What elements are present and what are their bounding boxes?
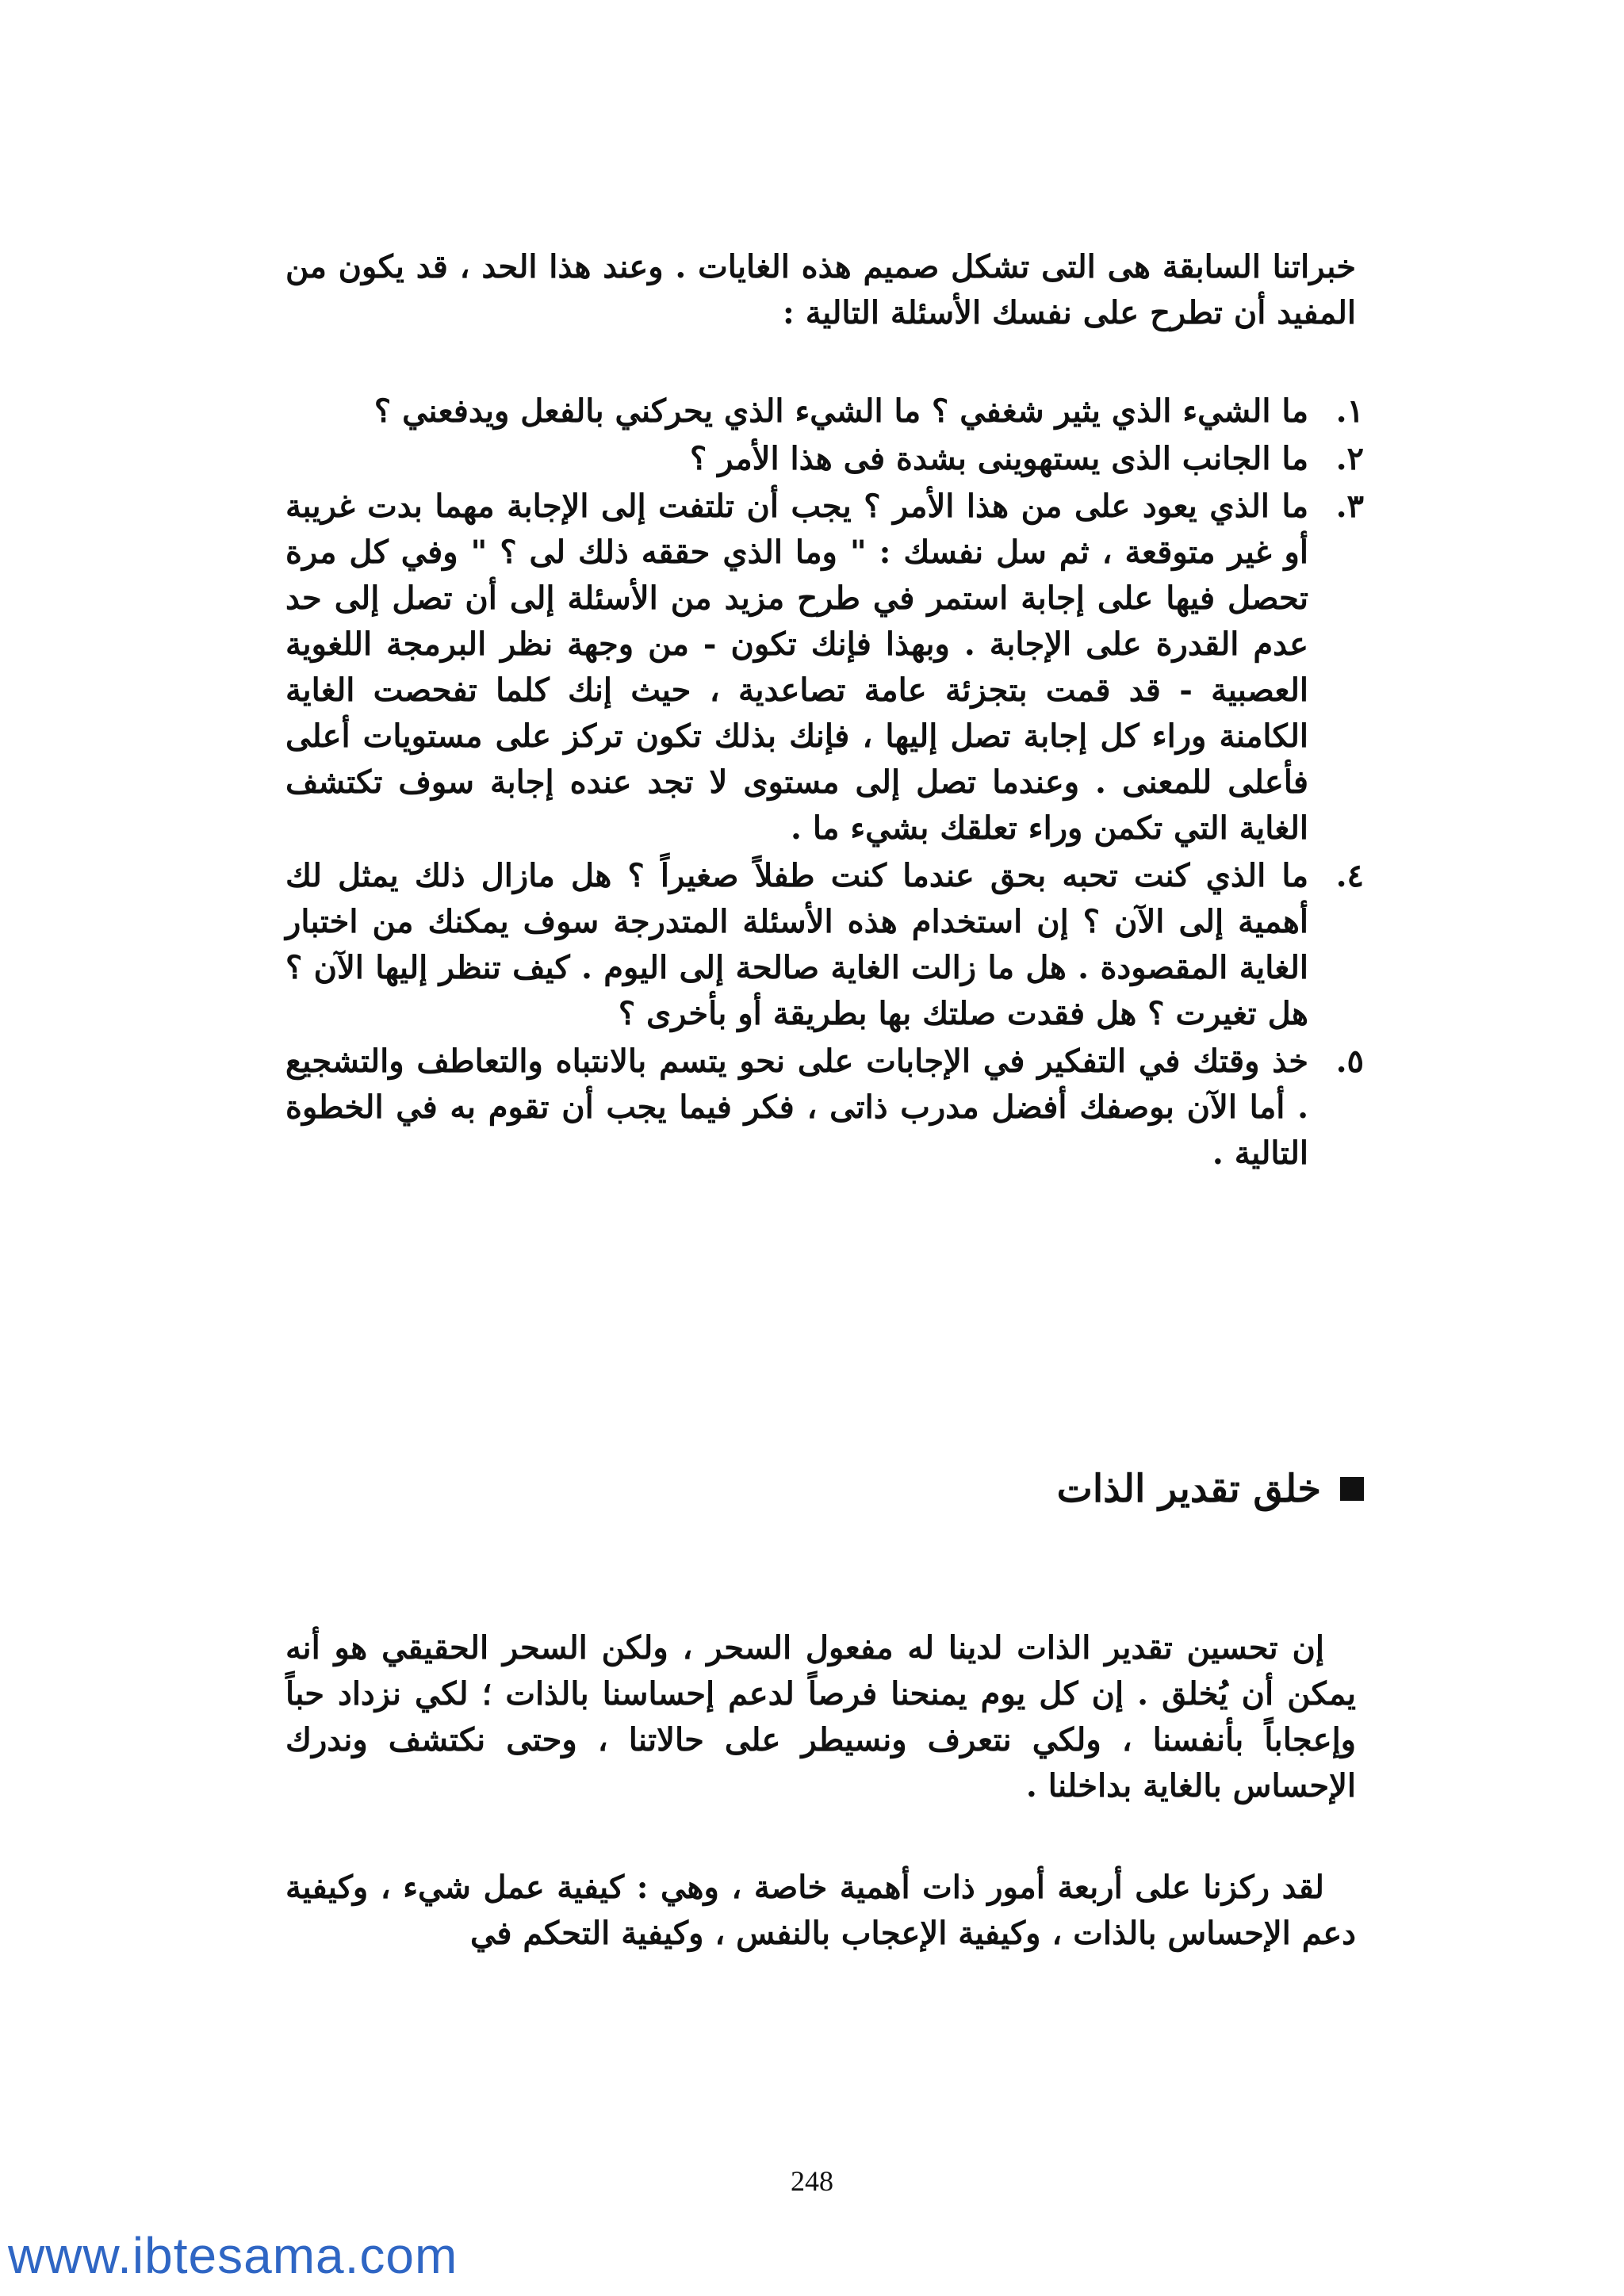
list-item bbox=[285, 388, 1364, 434]
list-number: ٥. bbox=[1335, 1043, 1364, 1080]
section-heading-text: خلق تقدير الذات bbox=[1056, 1467, 1321, 1511]
list-number: ٤. bbox=[1335, 857, 1364, 894]
square-bullet-icon bbox=[1340, 1477, 1364, 1501]
list-number: ١. bbox=[1335, 392, 1364, 430]
list-item-text: ما الذي كنت تحبه بحق عندما كنت طفلاً صغيراً ؟ هل مازال ذلك يمثل لك أهمية إلى الآن ؟ إن استخدام هذه الأسئلة المتدرجة سوف يمكنك من اختبار الغاية المقصودة . هل ما زالت الغاية صالحة إلى اليوم . كيف تنظر إليها الآن ؟ هل تغيرت ؟ هل فقدت صلتك بها بطريقة أو بأخرى ؟ bbox=[285, 857, 1308, 1032]
page-number: 248 bbox=[791, 2165, 833, 2197]
list-number: ٢. bbox=[1335, 440, 1364, 477]
list-item-text: ما الجانب الذى يستهوينى بشدة فى هذا الأمر ؟ bbox=[690, 440, 1308, 477]
list-item bbox=[285, 853, 1364, 1037]
list-item bbox=[285, 436, 1364, 482]
body-paragraph-2: لقد ركزنا على أربعة أمور ذات أهمية خاصة ، وهي : كيفية عمل شيء ، وكيفية دعم الإحساس بالذات ، وكيفية الإعجاب بالنفس ، وكيفية التحكم في bbox=[285, 1869, 1356, 1952]
list-number: ٣. bbox=[1335, 488, 1364, 525]
list-item-text: خذ وقتك في التفكير في الإجابات على نحو يتسم بالانتباه والتعاطف والتشجيع . أما الآن بوصفك أفضل مدرب ذاتى ، فكر فيما يجب أن تقوم به في الخطوة التالية . bbox=[285, 1043, 1308, 1172]
section-heading bbox=[872, 1467, 1364, 1511]
list-item-text: ما الذي يعود على من هذا الأمر ؟ يجب أن تلتفت إلى الإجابة مهما بدت غريبة أو غير متوقعة ، ثم سل نفسك : " وما الذي حققه ذلك لى ؟ " وفي كل مرة تحصل فيها على إجابة استمر في طرح مزيد من الأسئلة إلى أن تصل إلى حد عدم القدرة على الإجابة . وبهذا فإنك تكون - من وجهة نظر البرمجة اللغوية العصبية - قد قمت بتجزئة عامة تصاعدية ، حيث إنك كلما تفحصت الغاية الكامنة وراء كل إجابة تصل إليها ، فإنك بذلك تكون تركز على مستويات أعلى فأعلى للمعنى . وعندما تصل إلى مستوى لا تجد عنده إجابة سوف تكتشف الغاية التي تكمن وراء تعلقك بشيء ما . bbox=[285, 488, 1308, 847]
list-item-text: ما الشيء الذي يثير شغفي ؟ ما الشيء الذي يحركني بالفعل ويدفعني ؟ bbox=[373, 392, 1308, 430]
list-item bbox=[285, 484, 1364, 851]
list-item bbox=[285, 1039, 1364, 1177]
intro-paragraph: خبراتنا السابقة هى التى تشكل صميم هذه الغايات . وعند هذا الحد ، قد يكون من المفيد أن تطرح على نفسك الأسئلة التالية : bbox=[285, 248, 1356, 331]
body-paragraph-1: إن تحسين تقدير الذات لدينا له مفعول السحر ، ولكن السحر الحقيقي هو أنه يمكن أن يُخلق . إن كل يوم يمنحنا فرصاً لدعم إحساسنا بالذات ؛ لكي نزداد حباً وإعجاباً بأنفسنا ، ولكي نتعرف ونسيطر على حالاتنا ، وحتى نكتشف وندرك الإحساس بالغاية بداخلنا . bbox=[285, 1629, 1356, 1804]
site-watermark: www.ibtesama.com bbox=[8, 2227, 458, 2284]
question-list bbox=[285, 388, 1364, 1178]
